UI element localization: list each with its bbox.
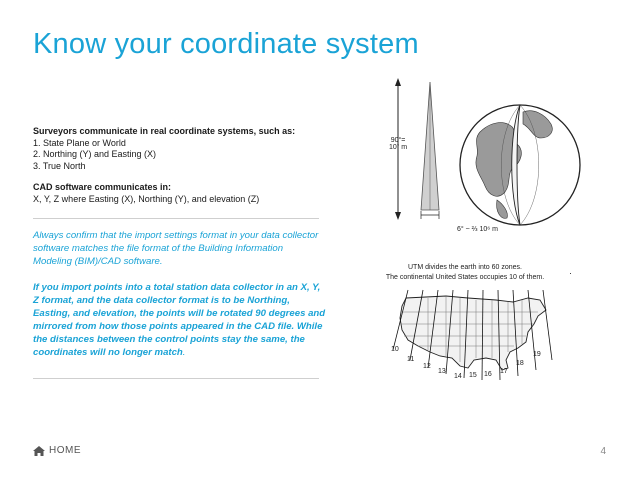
- utm-caption: [372, 263, 558, 283]
- cad-heading: CAD software communicates in:: [33, 182, 172, 192]
- zone-label: 12: [423, 363, 431, 370]
- divider: [33, 218, 319, 219]
- rotation-warning-period: .: [182, 347, 186, 358]
- zone-width-label: 6° ~ ⅔ 10⁶ m: [457, 226, 498, 233]
- rotation-warning-note: [33, 281, 328, 359]
- rotation-warning-text: If you import points into a total station data collector in an X, Y, Z format, and the data collector format is to be Northing, Easting, and elevation, the points will be rotated 90 degrees and mirrored from how those points appeared in the CAD file. While the distances between the control points stay the same, the coordinates will no longer match: [33, 282, 326, 358]
- zone-label: 11: [407, 356, 415, 363]
- zone-label: 19: [533, 351, 541, 358]
- home-link[interactable]: [33, 445, 81, 456]
- zone-label: 16: [484, 371, 492, 378]
- intro-item: 2. Northing (Y) and Easting (X): [33, 149, 157, 159]
- vertical-dimension-label: [389, 137, 407, 151]
- intro-heading: Surveyors communicate in real coordinate systems, such as:: [33, 126, 296, 136]
- intro-item: 1. State Plane or World: [33, 137, 126, 148]
- utm-caption-line: The continental United States occupies 10 of them.: [385, 274, 545, 281]
- home-icon: [33, 446, 45, 456]
- zone-label: 18: [516, 360, 524, 367]
- vertical-label-line: 10⁷ m: [389, 144, 408, 151]
- import-settings-note: Always confirm that the import settings format in your data collector software matches the file format of the Building Information Modeling (BIM)/CAD software.: [33, 230, 319, 267]
- cad-text: X, Y, Z where Easting (X), Northing (Y), and elevation (Z): [33, 193, 260, 204]
- page-number: 4: [600, 446, 606, 457]
- zone-label: 13: [438, 368, 446, 375]
- intro-item: 3. True North: [33, 160, 86, 171]
- zone-label: 17: [500, 368, 508, 375]
- home-label: HOME: [49, 445, 81, 456]
- divider: [33, 378, 319, 379]
- zone-label: 14: [454, 373, 462, 380]
- zone-label: 15: [469, 372, 477, 379]
- page-title: Know your coordinate system: [33, 28, 419, 60]
- utm-caption-line: UTM divides the earth into 60 zones.: [407, 264, 522, 271]
- intro-block: [33, 126, 333, 205]
- caption-dot: ·: [569, 268, 572, 278]
- zone-label: 10: [391, 346, 399, 353]
- vertical-label-line: 90°=: [390, 137, 406, 144]
- us-utm-zones-map: [388, 288, 568, 388]
- utm-zone-globe-figure: [385, 72, 625, 232]
